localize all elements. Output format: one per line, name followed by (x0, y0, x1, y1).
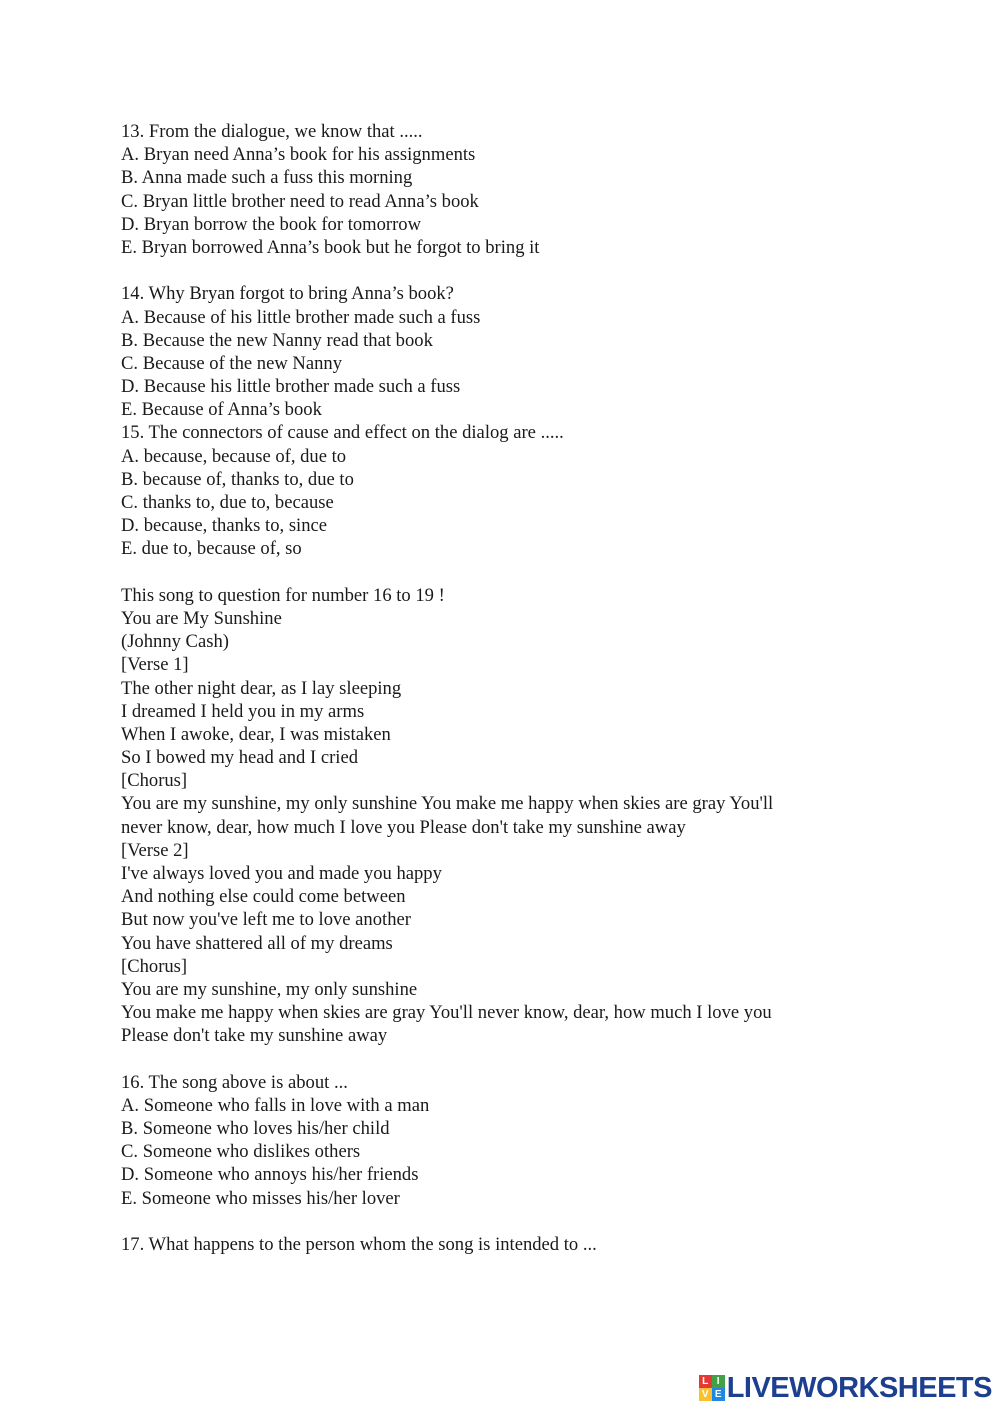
verse-2-line: I've always loved you and made you happy (121, 863, 442, 884)
q13-option-d: D. Bryan borrow the book for tomorrow (121, 213, 422, 235)
logo-mark-icon (699, 1375, 725, 1401)
spacer (121, 259, 861, 282)
song-artist: (Johnny Cash) (121, 631, 229, 653)
logo-text: LIVEWORKSHEETS (726, 1371, 992, 1404)
q14-option-b: B. Because the new Nanny read that book (121, 329, 433, 351)
q16-option-c: C. Someone who dislikes others (121, 1141, 361, 1163)
chorus-1-label: [Chorus] (121, 770, 188, 792)
q16-option-b: B. Someone who loves his/her child (121, 1118, 390, 1140)
verse-1-line: The other night dear, as I lay sleeping (121, 677, 402, 699)
logo-mark-letter: E (712, 1388, 725, 1401)
spacer (121, 1210, 861, 1233)
question-17: 17. What happens to the person whom the song is intended to ... (121, 1234, 597, 1255)
q16-option-a: A. Someone who falls in love with a man (121, 1094, 430, 1116)
q14-option-a: A. Because of his little brother made such a fuss (121, 306, 481, 328)
logo-mark-letter: I (712, 1375, 725, 1388)
chorus-2-line: You are my sunshine, my only sunshine (121, 978, 418, 1000)
verse-1-line: When I awoke, dear, I was mistaken (121, 723, 391, 745)
song-intro: This song to question for number 16 to 19 ! (121, 584, 445, 606)
chorus-2-label: [Chorus] (121, 955, 188, 977)
song-title: You are My Sunshine (121, 607, 282, 629)
chorus-1-line: You are my sunshine, my only sunshine You make me happy when skies are gray You'll (121, 793, 774, 815)
q13-option-c: C. Bryan little brother need to read Anna’s book (121, 190, 479, 212)
q14-option-e: E. Because of Anna’s book (121, 399, 322, 421)
verse-1-label: [Verse 1] (121, 654, 189, 676)
q13-option-a: A. Bryan need Anna’s book for his assignments (121, 144, 476, 166)
liveworksheets-logo (699, 1373, 992, 1403)
q16-option-d: D. Someone who annoys his/her friends (121, 1164, 419, 1186)
spacer (121, 561, 861, 584)
logo-mark-letter: V (699, 1388, 712, 1401)
logo-mark-letter: L (699, 1375, 712, 1388)
verse-1-line: I dreamed I held you in my arms (121, 700, 365, 722)
q14-option-d: D. Because his little brother made such a fuss (121, 376, 461, 398)
verse-2-line: You have shattered all of my dreams (121, 932, 393, 954)
chorus-1-line: never know, dear, how much I love you Please don't take my sunshine away (121, 816, 686, 838)
q15-option-a: A. because, because of, due to (121, 445, 347, 467)
question-13: 13. From the dialogue, we know that ..... (121, 121, 423, 142)
q15-option-c: C. thanks to, due to, because (121, 492, 334, 513)
chorus-2-line: You make me happy when skies are gray You'll never know, dear, how much I love you (121, 1002, 772, 1024)
question-14: 14. Why Bryan forgot to bring Anna’s book? (121, 283, 454, 305)
q15-option-e: E. due to, because of, so (121, 538, 302, 560)
question-15: 15. The connectors of cause and effect on the dialog are ..... (121, 422, 564, 444)
verse-2-line: But now you've left me to love another (121, 909, 411, 931)
spacer (121, 1048, 861, 1071)
verse-2-label: [Verse 2] (121, 839, 189, 861)
question-16: 16. The song above is about ... (121, 1071, 348, 1093)
verse-1-line: So I bowed my head and I cried (121, 747, 358, 769)
q13-option-b: B. Anna made such a fuss this morning (121, 167, 413, 189)
q15-option-d: D. because, thanks to, since (121, 515, 328, 537)
q15-option-b: B. because of, thanks to, due to (121, 468, 354, 490)
worksheet-page (121, 120, 861, 1256)
verse-2-line: And nothing else could come between (121, 886, 406, 908)
q13-option-e: E. Bryan borrowed Anna’s book but he forgot to bring it (121, 236, 540, 258)
q14-option-c: C. Because of the new Nanny (121, 352, 342, 374)
q16-option-e: E. Someone who misses his/her lover (121, 1187, 400, 1209)
chorus-2-line: Please don't take my sunshine away (121, 1025, 388, 1047)
